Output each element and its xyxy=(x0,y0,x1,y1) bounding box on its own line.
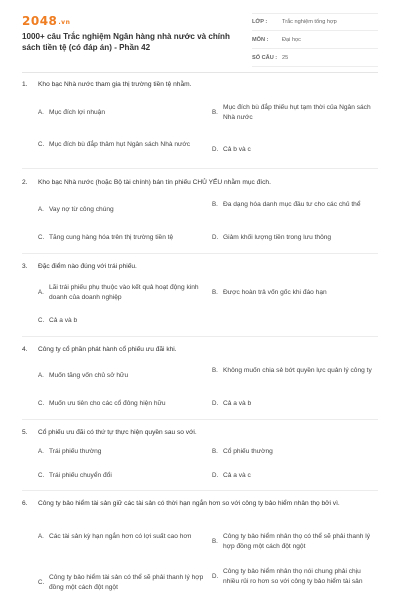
option-letter: D. xyxy=(212,573,219,580)
option-letter: D. xyxy=(212,146,219,153)
option-text: Vay nợ từ công chúng xyxy=(49,206,114,213)
question-number: 2. xyxy=(22,179,28,186)
question-body: Kho bạc Nhà nước tham gia thị trường tiền tệ nhằm. xyxy=(38,81,192,88)
option-text: Lãi trái phiếu phụ thuộc vào kết quả hoạt động kinh doanh của doanh nghiệp xyxy=(49,284,199,301)
logo-suffix: .vn xyxy=(58,19,71,26)
option-letter: B. xyxy=(212,109,218,116)
header-divider xyxy=(22,72,378,73)
option-b[interactable] xyxy=(212,447,372,457)
question-body: Công ty bảo hiểm tài sản giữ các tài sản có thời hạn ngắn hơn so với công ty bảo hiểm nhân thọ bởi vì. xyxy=(38,500,340,507)
option-letter: B. xyxy=(212,289,218,296)
option-b[interactable] xyxy=(212,366,372,376)
question-5 xyxy=(22,428,378,437)
option-text: Công ty bảo hiểm nhân thọ có thể sẽ phải thanh lý hợp đồng một cách đột ngột xyxy=(223,533,370,550)
option-letter: C. xyxy=(38,400,45,407)
option-a[interactable] xyxy=(38,283,204,303)
question-number: 4. xyxy=(22,346,28,353)
option-letter: A. xyxy=(38,533,44,540)
option-text: Cả a và c xyxy=(223,472,251,479)
option-c[interactable] xyxy=(38,316,198,326)
option-a[interactable] xyxy=(38,108,198,118)
question-text xyxy=(22,80,378,89)
option-text: Mục đích lợi nhuận xyxy=(49,109,106,116)
question-text xyxy=(22,345,378,354)
site-logo[interactable] xyxy=(22,14,70,28)
option-letter: B. xyxy=(212,448,218,455)
question-6 xyxy=(22,499,378,508)
question-number: 5. xyxy=(22,429,28,436)
option-b[interactable] xyxy=(212,200,372,210)
question-body: Cổ phiếu ưu đãi có thứ tự thực hiện quyền sau so với. xyxy=(38,429,197,436)
option-text: Muốn tăng vốn chủ sở hữu xyxy=(49,372,129,379)
option-text: Được hoàn trả vốn gốc khi đáo hạn xyxy=(223,289,327,296)
option-letter: C. xyxy=(38,234,45,241)
option-text: Trái phiếu chuyển đổi xyxy=(49,472,112,479)
option-text: Đa dạng hóa danh mục đầu tư cho các chủ thể xyxy=(223,201,361,208)
option-b[interactable] xyxy=(212,103,372,123)
option-letter: B. xyxy=(212,538,218,545)
option-text: Tăng cung hàng hóa trên thị trường tiền tệ xyxy=(49,234,174,241)
divider xyxy=(22,168,378,169)
meta-table xyxy=(252,13,378,67)
option-d[interactable] xyxy=(212,145,372,155)
option-letter: D. xyxy=(212,400,219,407)
question-number: 1. xyxy=(22,81,28,88)
option-letter: C. xyxy=(38,141,45,148)
meta-key: SỐ CÂU : xyxy=(252,54,278,61)
question-text xyxy=(22,262,378,271)
meta-row-class xyxy=(252,13,378,31)
divider xyxy=(22,336,378,337)
option-c[interactable] xyxy=(38,471,198,481)
option-d[interactable] xyxy=(212,233,376,243)
meta-row-count xyxy=(252,49,378,67)
meta-value[interactable]: Đại học xyxy=(282,36,301,43)
option-text: Cả a và b xyxy=(49,317,78,324)
option-d[interactable] xyxy=(212,471,372,481)
question-body: Đặc điểm nào đúng với trái phiếu. xyxy=(38,263,137,270)
meta-row-subject xyxy=(252,31,378,49)
divider xyxy=(22,490,378,491)
question-text xyxy=(22,499,378,508)
option-d[interactable] xyxy=(212,399,372,409)
option-text: Các tài sản kỳ hạn ngắn hơn có lợi suất cao hơn xyxy=(49,533,192,540)
option-letter: A. xyxy=(38,289,44,296)
page-header xyxy=(0,0,400,66)
meta-value[interactable]: Trắc nghiệm tổng hợp xyxy=(282,19,337,25)
option-letter: C. xyxy=(38,579,45,586)
option-letter: B. xyxy=(212,201,218,208)
option-a[interactable] xyxy=(38,205,198,215)
option-a[interactable] xyxy=(38,447,198,457)
option-letter: A. xyxy=(38,448,44,455)
option-text: Mục đích bù đắp thiếu hụt tạm thời của Ngân sách Nhà nước xyxy=(223,104,371,121)
option-text: Trái phiếu thường xyxy=(49,448,102,455)
option-b[interactable] xyxy=(212,288,372,298)
option-letter: C. xyxy=(38,472,45,479)
question-number: 6. xyxy=(22,500,28,507)
option-letter: A. xyxy=(38,206,44,213)
logo-main: 2048 xyxy=(22,14,58,28)
option-c[interactable] xyxy=(38,573,204,593)
option-text: Muốn ưu tiên cho các cổ đông hiện hữu xyxy=(49,400,166,407)
question-2 xyxy=(22,178,378,187)
meta-value: 25 xyxy=(282,54,289,61)
option-text: Không muốn chia sẻ bớt quyền lực quản lý công ty xyxy=(223,367,372,374)
option-text: Cả a và b xyxy=(223,400,252,407)
option-letter: D. xyxy=(212,472,219,479)
option-text: Giảm khối lượng tiền trong lưu thông xyxy=(223,234,332,241)
option-letter: A. xyxy=(38,372,44,379)
option-b[interactable] xyxy=(212,532,378,552)
question-4 xyxy=(22,345,378,354)
option-letter: A. xyxy=(38,109,44,116)
option-letter: D. xyxy=(212,234,219,241)
option-text: Cổ phiếu thường xyxy=(223,448,273,455)
option-text: Công ty bảo hiểm tài sản có thể sẽ phải thanh lý hợp đồng một cách đột ngột xyxy=(49,574,204,591)
question-text xyxy=(22,428,378,437)
document-title: 1000+ câu Trắc nghiệm Ngân hàng nhà nước và chính sách tiền tệ (có đáp án) - Phần 42 xyxy=(22,32,230,52)
option-a[interactable] xyxy=(38,371,198,381)
option-c[interactable] xyxy=(38,399,208,409)
question-body: Kho bạc Nhà nước (hoặc Bộ tài chính) bán tín phiếu CHỦ YẾU nhằm mục đích. xyxy=(38,179,271,186)
question-3 xyxy=(22,262,378,271)
option-d[interactable] xyxy=(212,567,378,587)
option-letter: B. xyxy=(212,367,218,374)
option-c[interactable] xyxy=(38,233,210,243)
option-text: Cả b và c xyxy=(223,146,251,153)
divider xyxy=(22,419,378,420)
question-body: Công ty cổ phần phát hành cổ phiếu ưu đãi khi. xyxy=(38,346,177,353)
question-number: 3. xyxy=(22,263,28,270)
option-text: Mục đích bù đắp thâm hụt Ngân sách Nhà nước xyxy=(49,141,191,148)
option-text: Công ty bảo hiểm nhân thọ nói chung phải chịu nhiều rủi ro hơn so với công ty bảo hiểm tài sản xyxy=(223,568,363,585)
option-c[interactable] xyxy=(38,140,198,150)
question-text xyxy=(22,178,378,187)
divider xyxy=(22,253,378,254)
question-1 xyxy=(22,80,378,89)
option-letter: C. xyxy=(38,317,45,324)
meta-key: MÔN : xyxy=(252,36,269,43)
option-a[interactable] xyxy=(38,532,204,542)
meta-key: LỚP : xyxy=(252,19,268,25)
